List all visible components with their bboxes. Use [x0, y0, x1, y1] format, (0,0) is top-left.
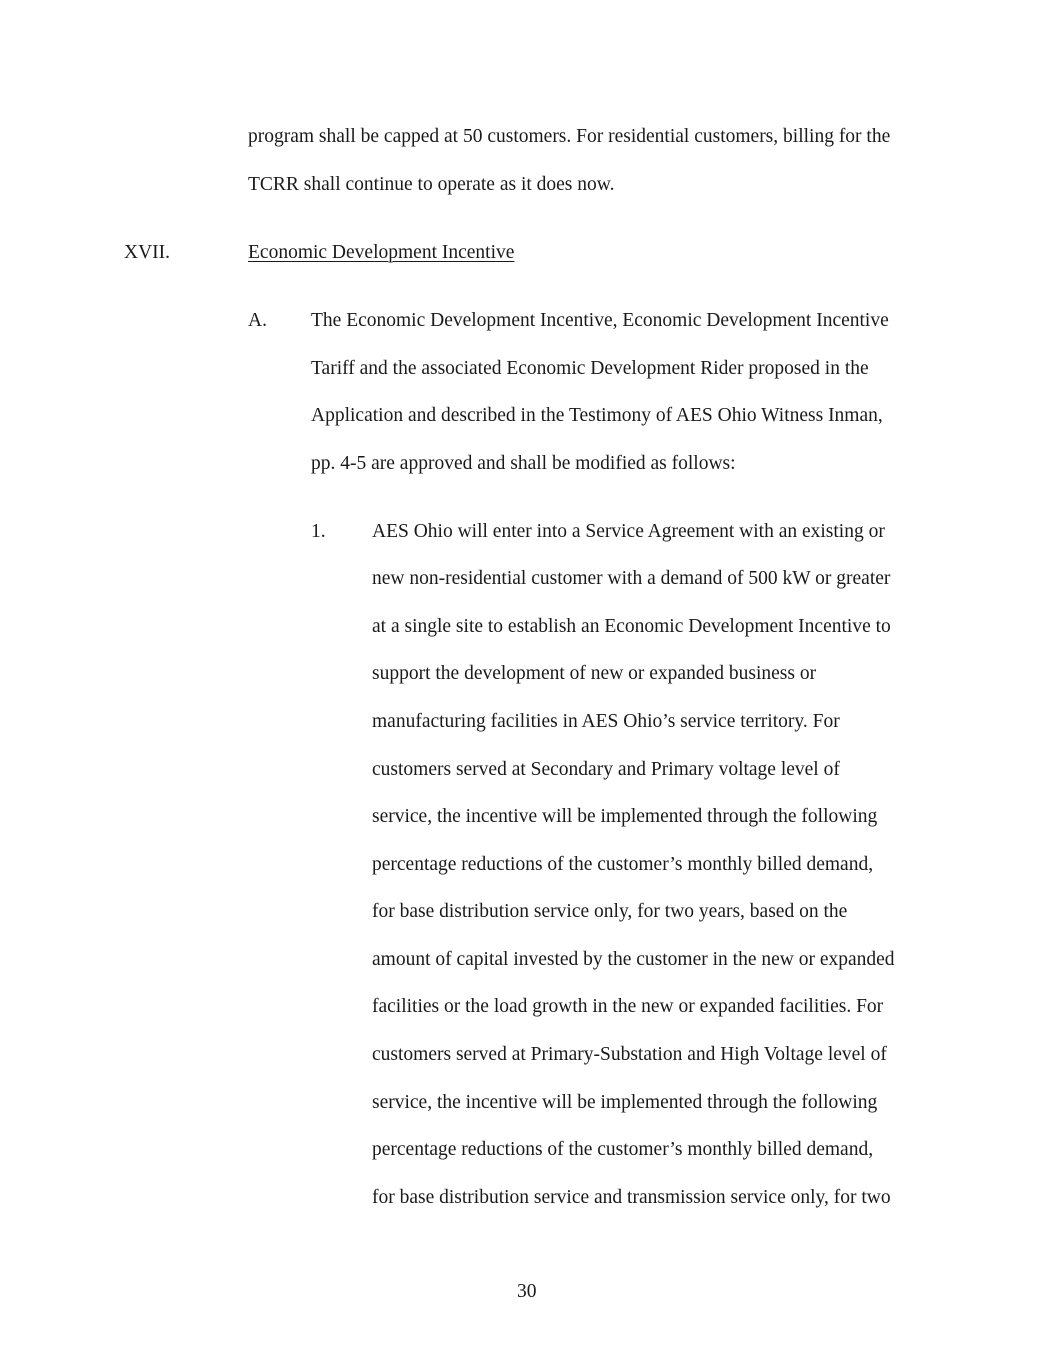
text-line: customers served at Secondary and Primary voltage level of [372, 759, 840, 780]
text-line: manufacturing facilities in AES Ohio’s service territory. For [372, 711, 840, 732]
section-number: XVII. [124, 242, 171, 263]
text-line: pp. 4-5 are approved and shall be modified as follows: [311, 453, 736, 474]
text-line: Tariff and the associated Economic Development Rider proposed in the [311, 358, 869, 379]
text-line: new non-residential customer with a demand of 500 kW or greater [372, 568, 891, 589]
text-line: for base distribution service and transmission service only, for two [372, 1187, 891, 1208]
text-line: TCRR shall continue to operate as it does now. [248, 174, 615, 195]
text-line: at a single site to establish an Economic Development Incentive to [372, 616, 891, 637]
text-line: amount of capital invested by the customer in the new or expanded [372, 949, 895, 970]
text-line: customers served at Primary-Substation and High Voltage level of [372, 1044, 887, 1065]
paragraph-label: A. [248, 310, 267, 331]
text-line: for base distribution service only, for two years, based on the [372, 901, 848, 922]
text-line: The Economic Development Incentive, Economic Development Incentive [311, 310, 889, 331]
text-line: percentage reductions of the customer’s monthly billed demand, [372, 854, 874, 875]
text-line: service, the incentive will be implemented through the following [372, 806, 878, 827]
text-line: Application and described in the Testimony of AES Ohio Witness Inman, [311, 405, 883, 426]
item-label: 1. [311, 521, 326, 542]
text-line: support the development of new or expanded business or [372, 663, 817, 684]
text-line: facilities or the load growth in the new or expanded facilities. For [372, 996, 884, 1017]
text-line: program shall be capped at 50 customers. For residential customers, billing for the [248, 126, 891, 147]
text-line: percentage reductions of the customer’s monthly billed demand, [372, 1139, 874, 1160]
section-title: Economic Development Incentive [248, 242, 515, 263]
text-line: service, the incentive will be implemented through the following [372, 1092, 878, 1113]
text-line: AES Ohio will enter into a Service Agreement with an existing or [372, 521, 885, 542]
page-number: 30 [517, 1281, 537, 1302]
